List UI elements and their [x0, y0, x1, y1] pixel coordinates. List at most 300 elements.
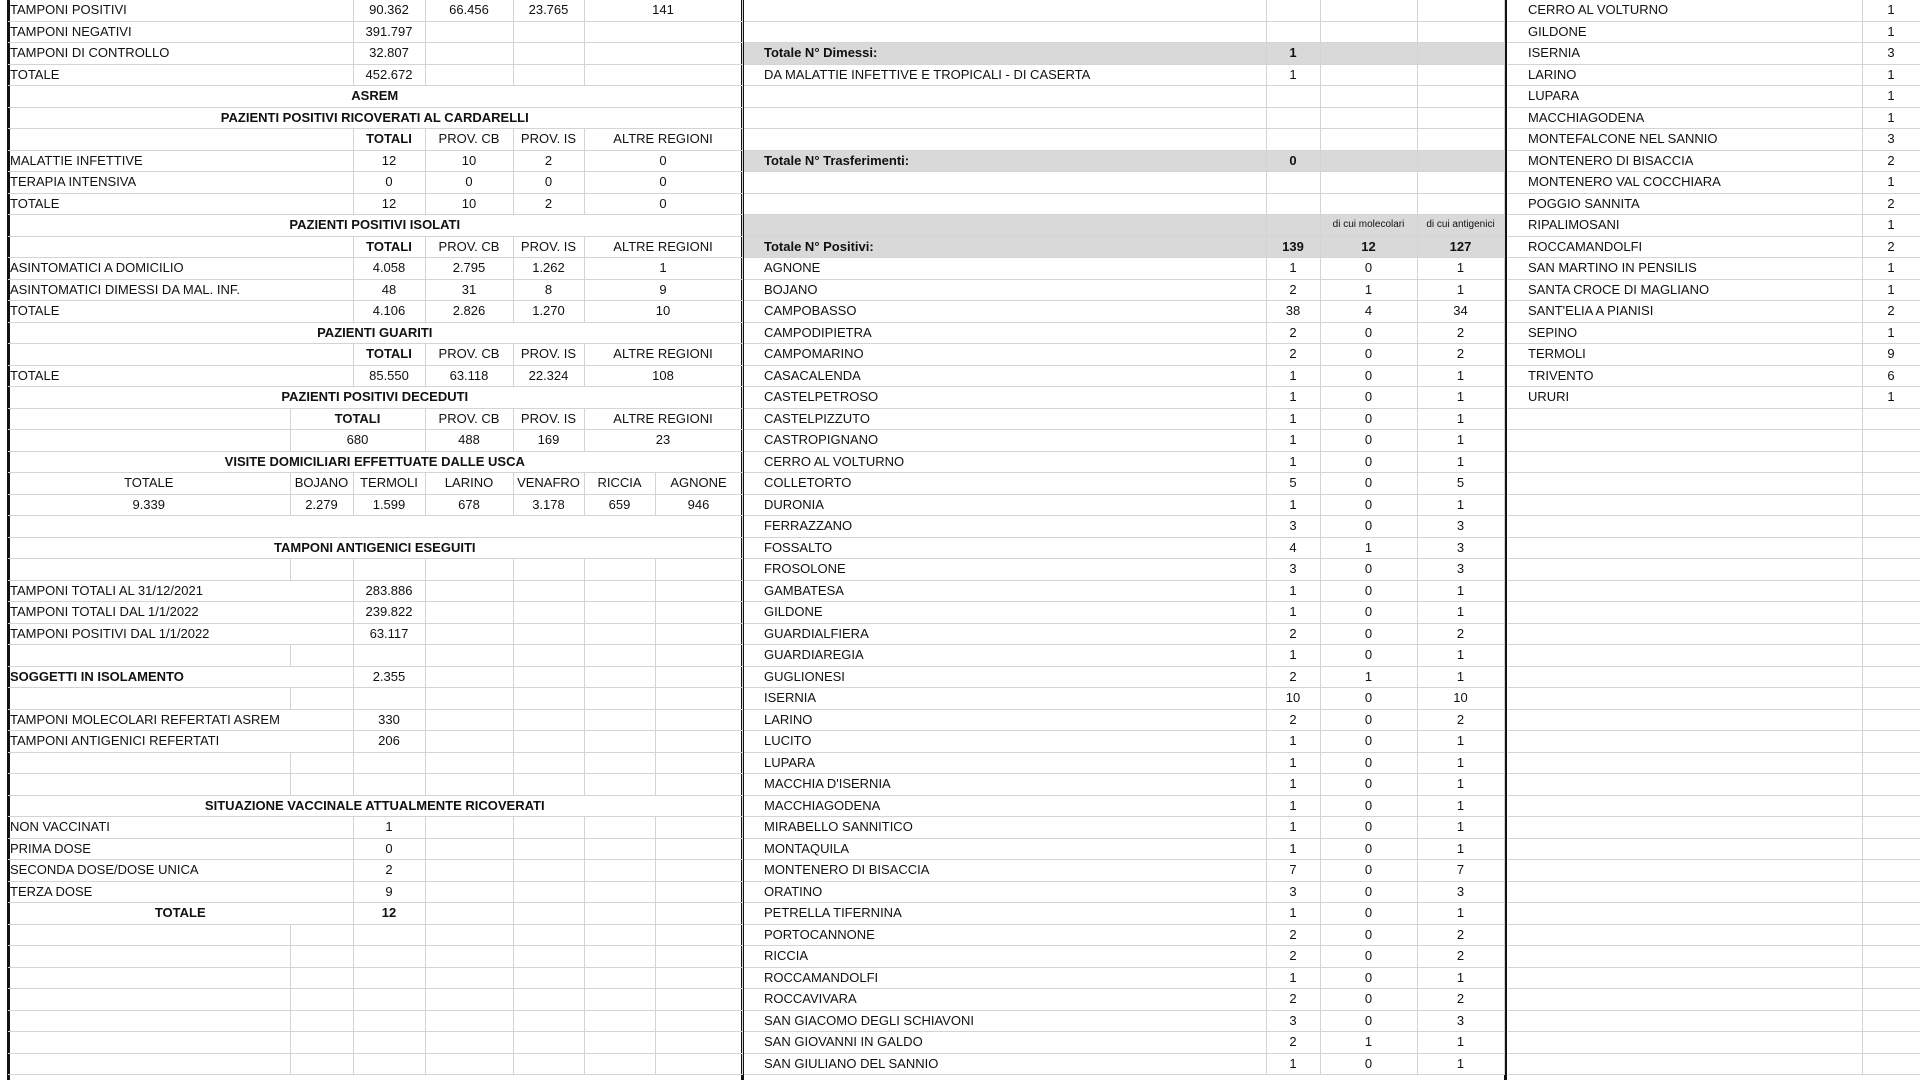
comune-count: 2	[1862, 236, 1920, 258]
positivi-count: 2	[1266, 989, 1320, 1011]
comune-name: MACCHIA D'ISERNIA	[744, 774, 1266, 796]
table-row	[744, 903, 1504, 925]
comune-name: CASTELPIZZUTO	[744, 408, 1266, 430]
molecolari-count: 0	[1320, 451, 1417, 473]
trasferimenti-total-row: Totale N° Trasferimenti: 0	[744, 150, 1504, 172]
positivi-count: 2	[1266, 666, 1320, 688]
comune-count: 9	[1862, 344, 1920, 366]
comune-name: LUPARA	[744, 752, 1266, 774]
positivi-count: 3	[1266, 881, 1320, 903]
molecolari-count: 0	[1320, 1053, 1417, 1075]
positivi-count: 1	[1266, 451, 1320, 473]
molecolari-count: 0	[1320, 924, 1417, 946]
comune-name: ISERNIA	[1508, 43, 1862, 65]
positivi-count: 1	[1266, 387, 1320, 409]
comune-name: CAMPOMARINO	[744, 344, 1266, 366]
positivi-count: 1	[1266, 731, 1320, 753]
table-row	[744, 408, 1504, 430]
comune-name: MONTENERO DI BISACCIA	[1508, 150, 1862, 172]
antigenici-count: 5	[1417, 473, 1504, 495]
table-row	[1508, 344, 1920, 366]
positivi-count: 1	[1266, 645, 1320, 667]
table-row: ASINTOMATICI DIMESSI DA MAL. INF. 48 31 8 9	[8, 279, 742, 301]
molecolari-count: 0	[1320, 494, 1417, 516]
comune-name: RICCIA	[744, 946, 1266, 968]
comune-name: PETRELLA TIFERNINA	[744, 903, 1266, 925]
comune-count: 6	[1862, 365, 1920, 387]
comune-count: 1	[1862, 0, 1920, 21]
molecolari-count: 0	[1320, 795, 1417, 817]
table-row: NON VACCINATI 1	[8, 817, 742, 839]
table-row	[1508, 86, 1920, 108]
table-row	[744, 279, 1504, 301]
antigenici-count: 2	[1417, 946, 1504, 968]
table-row: TOTALE 12 10 2 0	[8, 193, 742, 215]
section-heading	[8, 387, 742, 409]
table-row	[744, 580, 1504, 602]
positivi-count: 2	[1266, 946, 1320, 968]
comune-name: MONTENERO DI BISACCIA	[744, 860, 1266, 882]
antigenici-count: 1	[1417, 408, 1504, 430]
table-row	[744, 602, 1504, 624]
header-row: TOTALI PROV. CB PROV. IS ALTRE REGIONI	[8, 236, 742, 258]
table-row: 9.339 2.279 1.599 678 3.178 659 946	[8, 494, 742, 516]
antigenici-count: 2	[1417, 989, 1504, 1011]
comune-name: FROSOLONE	[744, 559, 1266, 581]
comune-name: ROCCAMANDOLFI	[744, 967, 1266, 989]
antigenici-count: 1	[1417, 387, 1504, 409]
comune-name: FERRAZZANO	[744, 516, 1266, 538]
table-row	[744, 860, 1504, 882]
comune-name: MONTENERO VAL COCCHIARA	[1508, 172, 1862, 194]
positivi-total-row: Totale N° Positivi: 139 12 127	[744, 236, 1504, 258]
comune-name: LARINO	[1508, 64, 1862, 86]
positivi-subheader-row: di cui molecolari di cui antigenici	[744, 215, 1504, 237]
antigenici-count: 1	[1417, 752, 1504, 774]
table-row: TAMPONI MOLECOLARI REFERTATI ASREM 330	[8, 709, 742, 731]
dimessi-total-row: Totale N° Dimessi: 1	[744, 43, 1504, 65]
table-row	[1508, 365, 1920, 387]
comune-name: ROCCAMANDOLFI	[1508, 236, 1862, 258]
molecolari-count: 0	[1320, 709, 1417, 731]
comune-name: LUCITO	[744, 731, 1266, 753]
table-row	[744, 344, 1504, 366]
comune-name: MACCHIAGODENA	[1508, 107, 1862, 129]
table-row: ASINTOMATICI A DOMICILIO 4.058 2.795 1.262 1	[8, 258, 742, 280]
antigenici-count: 1	[1417, 279, 1504, 301]
comune-count: 1	[1862, 64, 1920, 86]
comune-name: GILDONE	[744, 602, 1266, 624]
comune-name: SAN GIOVANNI IN GALDO	[744, 1032, 1266, 1054]
table-row	[744, 322, 1504, 344]
molecolari-count: 0	[1320, 322, 1417, 344]
vaccinale-title: SITUAZIONE VACCINALE ATTUALMENTE RICOVERATI	[8, 795, 742, 817]
table-row	[744, 494, 1504, 516]
molecolari-count: 1	[1320, 1032, 1417, 1054]
table-row	[744, 666, 1504, 688]
antigenici-count: 1	[1417, 903, 1504, 925]
section-heading	[8, 86, 742, 108]
molecolari-count: 0	[1320, 387, 1417, 409]
molecolari-count: 4	[1320, 301, 1417, 323]
antigenici-count: 2	[1417, 623, 1504, 645]
table-row: TOTALE 452.672	[8, 64, 742, 86]
molecolari-count: 0	[1320, 516, 1417, 538]
comune-name: SANTA CROCE DI MAGLIANO	[1508, 279, 1862, 301]
positivi-count: 2	[1266, 924, 1320, 946]
header-row: TOTALE BOJANO TERMOLI LARINO VENAFRO RICCIA AGNONE	[8, 473, 742, 495]
antigenici-count: 3	[1417, 516, 1504, 538]
comune-count: 2	[1862, 150, 1920, 172]
antigenici-count: 3	[1417, 1010, 1504, 1032]
row-label: TOTALE	[8, 64, 353, 86]
comune-name: AGNONE	[744, 258, 1266, 280]
table-row: TOTALE 4.106 2.826 1.270 10	[8, 301, 742, 323]
molecolari-count: 0	[1320, 838, 1417, 860]
table-row: SOGGETTI IN ISOLAMENTO 2.355	[8, 666, 742, 688]
table-row	[1508, 193, 1920, 215]
comune-count: 1	[1862, 279, 1920, 301]
table-row: SECONDA DOSE/DOSE UNICA 2	[8, 860, 742, 882]
table-row	[744, 516, 1504, 538]
molecolari-count: 0	[1320, 430, 1417, 452]
positivi-count: 2	[1266, 709, 1320, 731]
antigenici-count: 3	[1417, 537, 1504, 559]
table-row	[744, 967, 1504, 989]
positivi-count: 2	[1266, 322, 1320, 344]
table-row: TAMPONI TOTALI DAL 1/1/2022 239.822	[8, 602, 742, 624]
table-row: MALATTIE INFETTIVE 12 10 2 0	[8, 150, 742, 172]
molecolari-count: 1	[1320, 666, 1417, 688]
molecolari-count: 0	[1320, 408, 1417, 430]
table-row: TAMPONI DI CONTROLLO 32.807	[8, 43, 742, 65]
table-row	[744, 1010, 1504, 1032]
comune-count: 1	[1862, 387, 1920, 409]
antigenici-count: 1	[1417, 365, 1504, 387]
table-row: 680 488 169 23	[8, 430, 742, 452]
comune-name: SEPINO	[1508, 322, 1862, 344]
molecolari-count: 0	[1320, 688, 1417, 710]
table-row	[1508, 258, 1920, 280]
table-row: TOTALE 12	[8, 903, 742, 925]
left-summary-table	[8, 0, 743, 1075]
table-row	[744, 688, 1504, 710]
comune-name: GAMBATESA	[744, 580, 1266, 602]
comune-name: CAMPOBASSO	[744, 301, 1266, 323]
comune-count: 1	[1862, 172, 1920, 194]
molecolari-count: 0	[1320, 258, 1417, 280]
antigenici-count: 10	[1417, 688, 1504, 710]
comune-name: ORATINO	[744, 881, 1266, 903]
table-row: TERZA DOSE 9	[8, 881, 742, 903]
positivi-count: 1	[1266, 258, 1320, 280]
table-row	[1508, 107, 1920, 129]
table-row	[1508, 172, 1920, 194]
comune-name: POGGIO SANNITA	[1508, 193, 1862, 215]
molecolari-count: 0	[1320, 881, 1417, 903]
molecolari-count: 0	[1320, 365, 1417, 387]
antigenici-count: 1	[1417, 774, 1504, 796]
antigenici-count: 1	[1417, 602, 1504, 624]
molecolari-count: 0	[1320, 967, 1417, 989]
comune-name: MONTEFALCONE NEL SANNIO	[1508, 129, 1862, 151]
positivi-count: 1	[1266, 838, 1320, 860]
molecolari-count: 0	[1320, 752, 1417, 774]
table-row: TAMPONI ANTIGENICI REFERTATI 206	[8, 731, 742, 753]
positivi-count: 1	[1266, 408, 1320, 430]
antigenici-count: 1	[1417, 451, 1504, 473]
antigenici-count: 2	[1417, 322, 1504, 344]
molecolari-count: 0	[1320, 1010, 1417, 1032]
molecolari-count: 1	[1320, 279, 1417, 301]
molecolari-count: 0	[1320, 817, 1417, 839]
comune-name: CASTELPETROSO	[744, 387, 1266, 409]
table-row	[744, 946, 1504, 968]
comune-name: PORTOCANNONE	[744, 924, 1266, 946]
antigenici-count: 3	[1417, 881, 1504, 903]
molecolari-count: 0	[1320, 774, 1417, 796]
antigenici-count: 1	[1417, 1053, 1504, 1075]
positivi-count: 38	[1266, 301, 1320, 323]
comune-name: GUGLIONESI	[744, 666, 1266, 688]
antigenici-count: 34	[1417, 301, 1504, 323]
positivi-count: 2	[1266, 1032, 1320, 1054]
antigenici-count: 1	[1417, 1032, 1504, 1054]
antigenici-count: 2	[1417, 924, 1504, 946]
table-row	[744, 774, 1504, 796]
antigenici-count: 1	[1417, 645, 1504, 667]
table-row	[744, 301, 1504, 323]
table-row	[1508, 129, 1920, 151]
cardarelli-title: PAZIENTI POSITIVI RICOVERATI AL CARDARELLI	[8, 107, 742, 129]
comune-name: CERRO AL VOLTURNO	[744, 451, 1266, 473]
table-row	[1508, 21, 1920, 43]
positivi-count: 1	[1266, 1053, 1320, 1075]
comune-name: CAMPODIPIETRA	[744, 322, 1266, 344]
positivi-count: 2	[1266, 344, 1320, 366]
comune-count: 1	[1862, 107, 1920, 129]
antigenici-count: 1	[1417, 795, 1504, 817]
positivi-count: 1	[1266, 494, 1320, 516]
table-row	[1508, 64, 1920, 86]
positivi-count: 4	[1266, 537, 1320, 559]
comune-name: COLLETORTO	[744, 473, 1266, 495]
table-row	[1508, 43, 1920, 65]
antigenici-count: 1	[1417, 430, 1504, 452]
section-heading	[8, 215, 742, 237]
comune-name: LARINO	[744, 709, 1266, 731]
antigenici-count: 7	[1417, 860, 1504, 882]
comune-name: DURONIA	[744, 494, 1266, 516]
comune-count: 2	[1862, 301, 1920, 323]
table-row	[744, 752, 1504, 774]
molecolari-count: 0	[1320, 623, 1417, 645]
table-row	[1508, 236, 1920, 258]
isolati-title: PAZIENTI POSITIVI ISOLATI	[8, 215, 742, 237]
molecolari-count: 0	[1320, 473, 1417, 495]
comune-count: 3	[1862, 43, 1920, 65]
table-row: TAMPONI POSITIVI DAL 1/1/2022 63.117	[8, 623, 742, 645]
positivi-count: 1	[1266, 774, 1320, 796]
comune-name: SAN MARTINO IN PENSILIS	[1508, 258, 1862, 280]
antigenici-count: 1	[1417, 967, 1504, 989]
comune-name: GILDONE	[1508, 21, 1862, 43]
molecolari-count: 0	[1320, 903, 1417, 925]
comune-count: 1	[1862, 86, 1920, 108]
table-row	[744, 387, 1504, 409]
positivi-count: 2	[1266, 279, 1320, 301]
table-row	[1508, 0, 1920, 21]
positivi-count: 3	[1266, 1010, 1320, 1032]
positivi-count: 1	[1266, 430, 1320, 452]
table-row	[1508, 279, 1920, 301]
table-row	[744, 365, 1504, 387]
deceduti-title: PAZIENTI POSITIVI DECEDUTI	[8, 387, 742, 409]
positivi-count: 1	[1266, 602, 1320, 624]
positivi-count: 1	[1266, 967, 1320, 989]
table-row	[744, 430, 1504, 452]
table-row	[744, 258, 1504, 280]
section-heading	[8, 795, 742, 817]
positivi-count: 5	[1266, 473, 1320, 495]
table-row	[744, 473, 1504, 495]
comune-name: SANT'ELIA A PIANISI	[1508, 301, 1862, 323]
positivi-count: 7	[1266, 860, 1320, 882]
molecolari-count: 0	[1320, 580, 1417, 602]
positivi-count: 1	[1266, 580, 1320, 602]
section-heading	[8, 322, 742, 344]
comune-name: BOJANO	[744, 279, 1266, 301]
molecolari-count: 0	[1320, 344, 1417, 366]
header-row: TOTALI PROV. CB PROV. IS ALTRE REGIONI	[8, 408, 742, 430]
antigenici-count: 1	[1417, 731, 1504, 753]
table-row	[744, 645, 1504, 667]
antigenici-count: 1	[1417, 838, 1504, 860]
table-row	[744, 989, 1504, 1011]
table-row	[744, 924, 1504, 946]
section-heading	[8, 537, 742, 559]
table-row	[1508, 215, 1920, 237]
table-row	[1508, 301, 1920, 323]
comune-name: FOSSALTO	[744, 537, 1266, 559]
comune-name: MONTAQUILA	[744, 838, 1266, 860]
antigenici-count: 2	[1417, 344, 1504, 366]
comune-count: 1	[1862, 215, 1920, 237]
antigenici-count: 1	[1417, 258, 1504, 280]
row-label: TAMPONI NEGATIVI	[8, 21, 353, 43]
comune-name: SAN GIULIANO DEL SANNIO	[744, 1053, 1266, 1075]
table-row	[744, 559, 1504, 581]
comune-name: ROCCAVIVARA	[744, 989, 1266, 1011]
table-row: TAMPONI NEGATIVI 391.797	[8, 21, 742, 43]
antigenici-count: 1	[1417, 494, 1504, 516]
comune-name: URURI	[1508, 387, 1862, 409]
table-row	[1508, 322, 1920, 344]
molecolari-count: 0	[1320, 946, 1417, 968]
molecolari-count: 0	[1320, 860, 1417, 882]
molecolari-count: 0	[1320, 645, 1417, 667]
section-heading	[8, 451, 742, 473]
table-row	[744, 451, 1504, 473]
table-row	[744, 817, 1504, 839]
positivi-count: 1	[1266, 795, 1320, 817]
positivi-count: 10	[1266, 688, 1320, 710]
table-row	[744, 731, 1504, 753]
antigenici-title: TAMPONI ANTIGENICI ESEGUITI	[8, 537, 742, 559]
table-row	[744, 881, 1504, 903]
table-row: DA MALATTIE INFETTIVE E TROPICALI - DI CASERTA 1	[744, 64, 1504, 86]
comune-name: TRIVENTO	[1508, 365, 1862, 387]
comune-name: GUARDIAREGIA	[744, 645, 1266, 667]
comune-name: CASTROPIGNANO	[744, 430, 1266, 452]
header-row: TOTALI PROV. CB PROV. IS ALTRE REGIONI	[8, 344, 742, 366]
molecolari-count: 0	[1320, 731, 1417, 753]
positivi-count: 1	[1266, 752, 1320, 774]
table-row	[744, 1032, 1504, 1054]
comune-name: MACCHIAGODENA	[744, 795, 1266, 817]
row-label: TAMPONI DI CONTROLLO	[8, 43, 353, 65]
comune-name: ISERNIA	[744, 688, 1266, 710]
row-label: TAMPONI POSITIVI	[8, 0, 353, 21]
positivi-count: 3	[1266, 559, 1320, 581]
comune-count: 1	[1862, 258, 1920, 280]
molecolari-count: 0	[1320, 602, 1417, 624]
asrem-heading: ASREM	[8, 86, 742, 108]
positivi-count: 2	[1266, 623, 1320, 645]
table-row	[744, 795, 1504, 817]
positivi-count: 1	[1266, 903, 1320, 925]
comune-name: MIRABELLO SANNITICO	[744, 817, 1266, 839]
comune-name: LUPARA	[1508, 86, 1862, 108]
table-row: TAMPONI POSITIVI 90.362 66.456 23.765 141	[8, 0, 742, 21]
table-row	[744, 623, 1504, 645]
molecolari-count: 0	[1320, 989, 1417, 1011]
comune-name: GUARDIALFIERA	[744, 623, 1266, 645]
table-row	[744, 709, 1504, 731]
right-comuni-table	[1508, 0, 1920, 1075]
middle-positivi-table	[744, 0, 1505, 1075]
comune-name: CERRO AL VOLTURNO	[1508, 0, 1862, 21]
molecolari-count: 0	[1320, 559, 1417, 581]
guariti-title: PAZIENTI GUARITI	[8, 322, 742, 344]
comune-count: 1	[1862, 21, 1920, 43]
molecolari-count: 1	[1320, 537, 1417, 559]
positivi-count: 1	[1266, 817, 1320, 839]
comune-name: SAN GIACOMO DEGLI SCHIAVONI	[744, 1010, 1266, 1032]
table-row: TOTALE 85.550 63.118 22.324 108	[8, 365, 742, 387]
comune-name: CASACALENDA	[744, 365, 1266, 387]
comune-count: 2	[1862, 193, 1920, 215]
table-row: PRIMA DOSE 0	[8, 838, 742, 860]
table-row: TAMPONI TOTALI AL 31/12/2021 283.886	[8, 580, 742, 602]
table-row	[1508, 150, 1920, 172]
table-row	[744, 838, 1504, 860]
table-row: TERAPIA INTENSIVA 0 0 0 0	[8, 172, 742, 194]
table-row	[1508, 387, 1920, 409]
antigenici-count: 1	[1417, 666, 1504, 688]
table-row	[744, 537, 1504, 559]
antigenici-count: 3	[1417, 559, 1504, 581]
antigenici-count: 1	[1417, 817, 1504, 839]
header-row: TOTALI PROV. CB PROV. IS ALTRE REGIONI	[8, 129, 742, 151]
section-heading	[8, 107, 742, 129]
comune-count: 1	[1862, 322, 1920, 344]
comune-count: 3	[1862, 129, 1920, 151]
positivi-count: 1	[1266, 365, 1320, 387]
antigenici-count: 1	[1417, 580, 1504, 602]
comune-name: RIPALIMOSANI	[1508, 215, 1862, 237]
antigenici-count: 2	[1417, 709, 1504, 731]
